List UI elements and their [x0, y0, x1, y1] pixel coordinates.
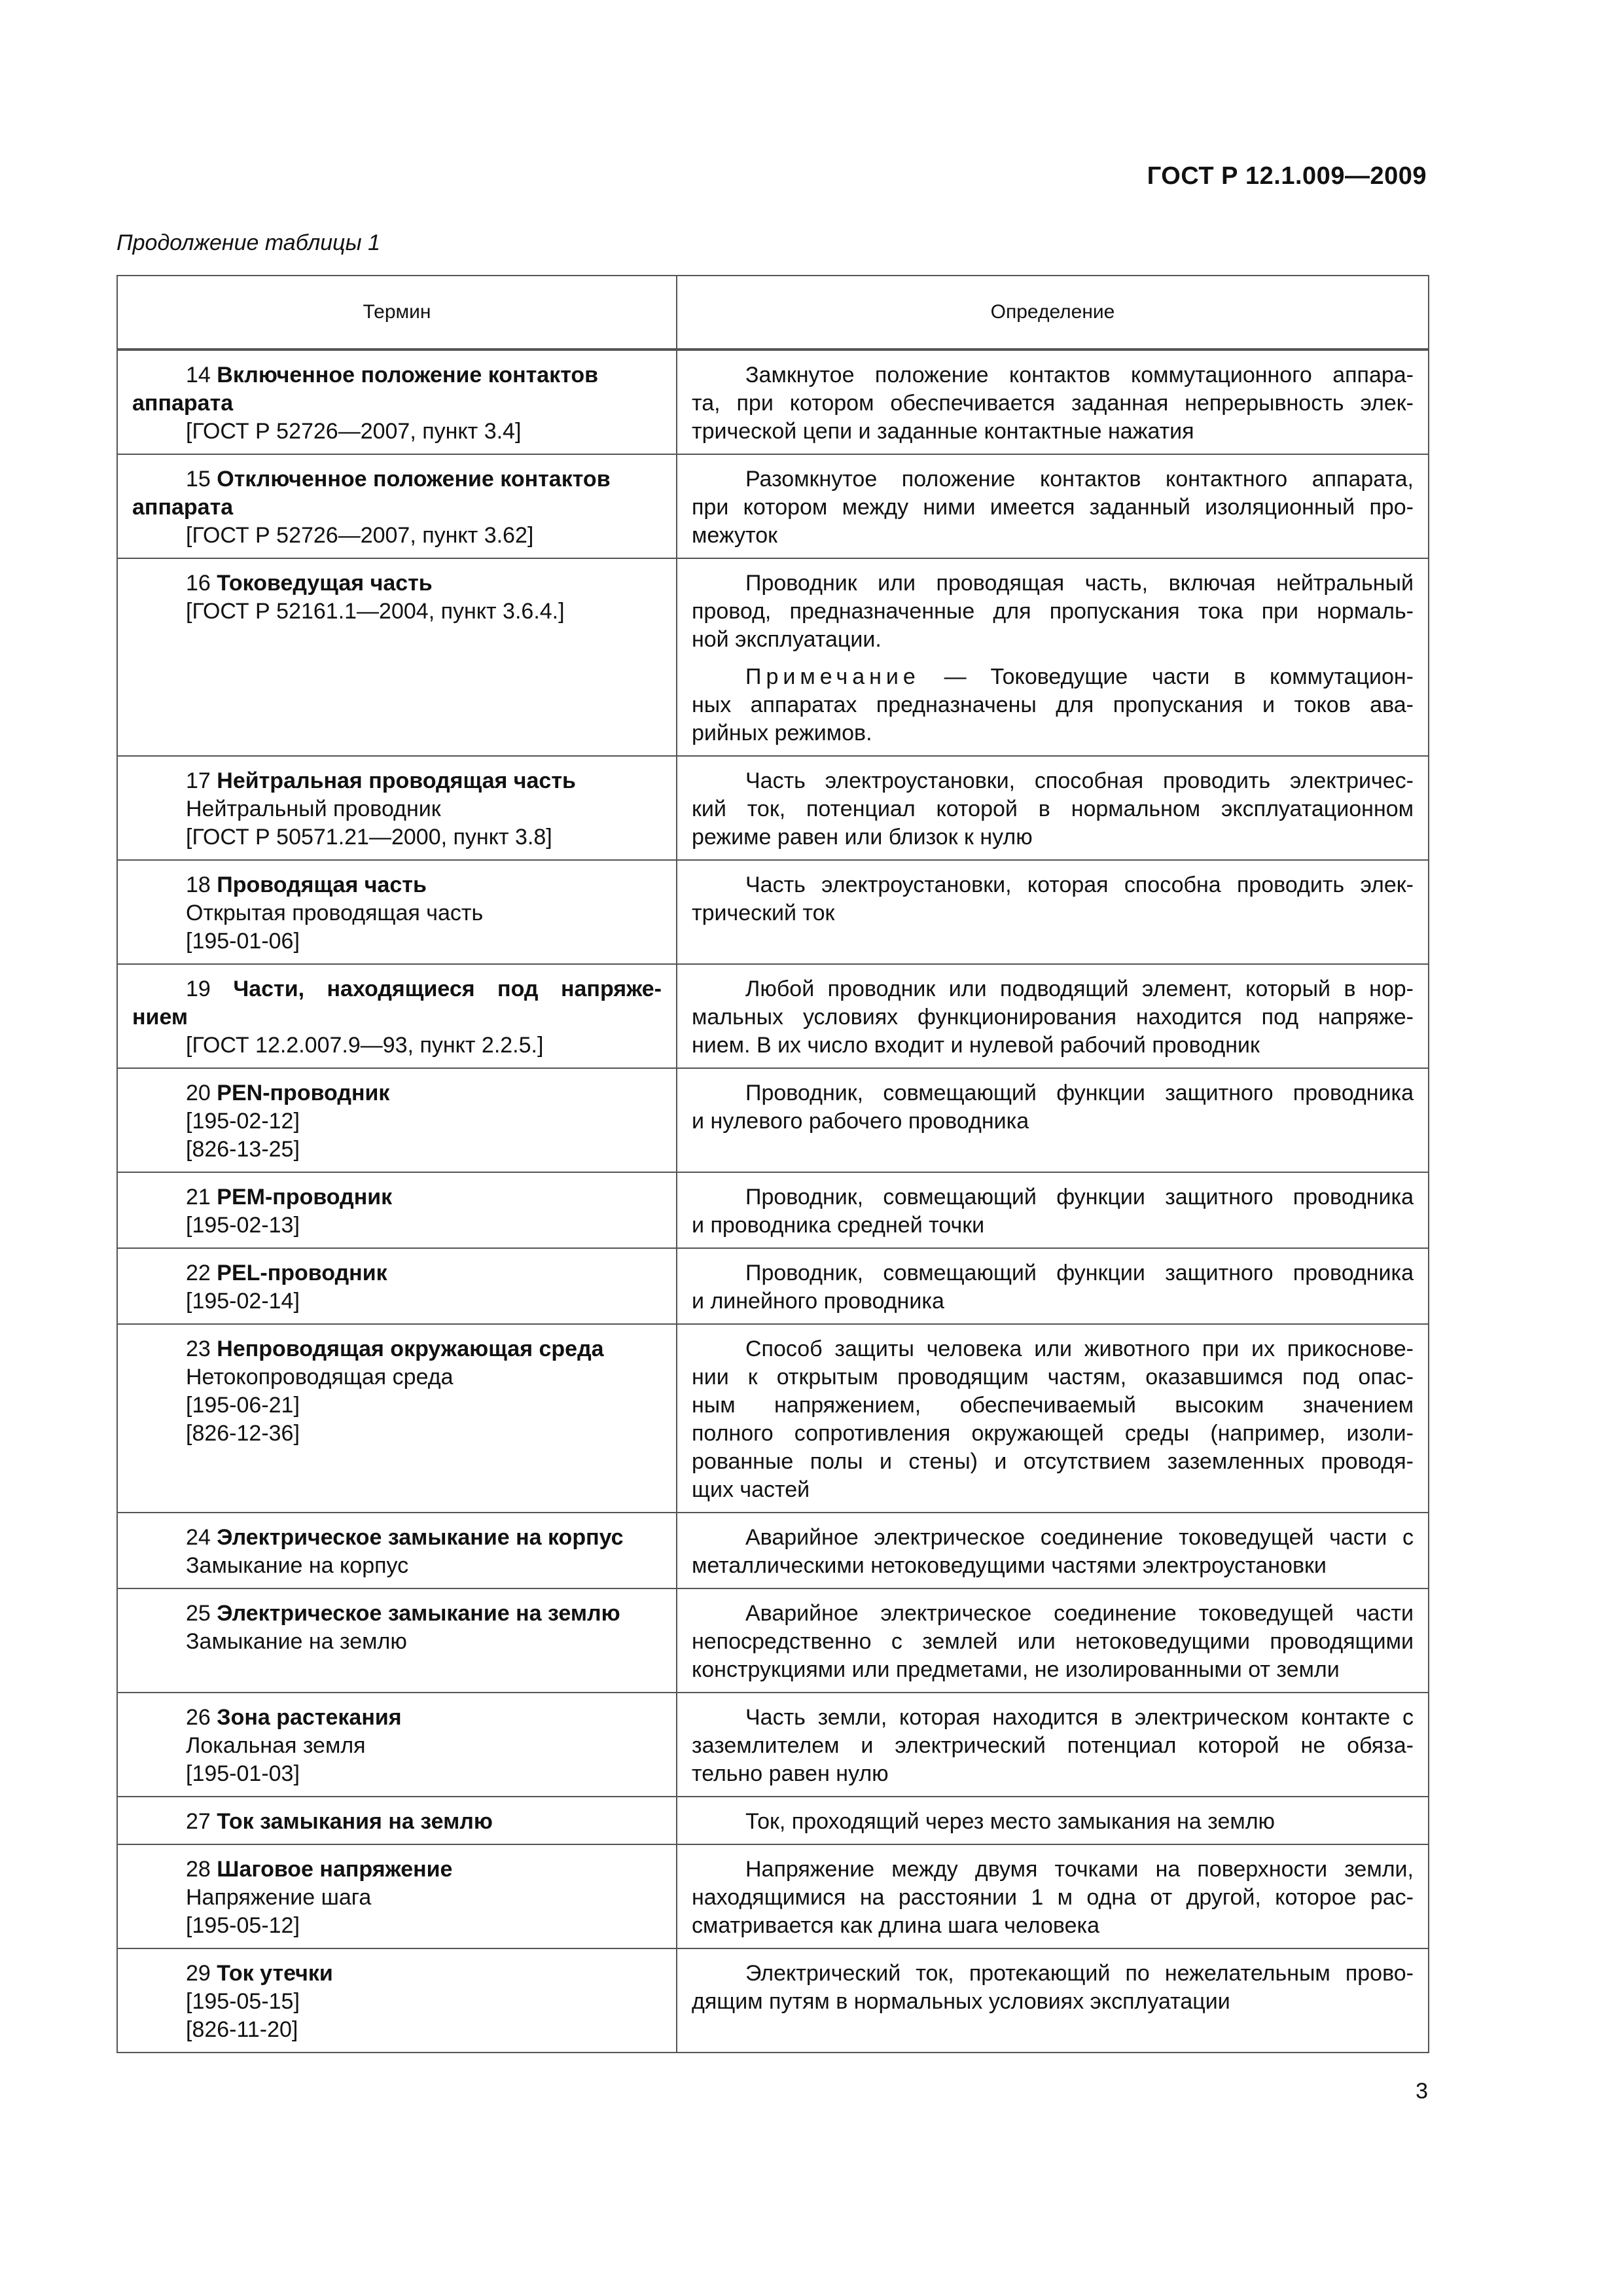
note-text: — Токоведущие части в коммутацион-: [944, 664, 1414, 689]
term-cell: [117, 860, 677, 964]
definition-line: нии к открытым проводящим частям, оказавшимся под опас-: [692, 1365, 1414, 1390]
term-reference: [195-05-15]: [186, 1989, 300, 2014]
term-cell: [117, 1324, 677, 1513]
term-reference: [826-13-25]: [186, 1137, 300, 1162]
term-name: PEL-проводник: [217, 1261, 387, 1285]
definition-cell: [677, 1797, 1429, 1844]
table-row: [117, 1948, 1429, 2053]
definition-line: мальных условиях функционирования находится под напряже-: [692, 1005, 1414, 1030]
term-name: Включенное положение контактов: [217, 363, 599, 387]
term-number: 29: [186, 1961, 211, 1986]
table-header-row: [117, 276, 1429, 350]
definition-cell: [677, 1248, 1429, 1324]
document-standard-number: ГОСТ Р 12.1.009—2009: [1147, 162, 1427, 190]
definition-cell: [677, 1844, 1429, 1948]
term-name: PEN-проводник: [217, 1081, 390, 1105]
term-cell: [117, 756, 677, 860]
definition-line: Любой проводник или подводящий элемент, который в нор-: [745, 977, 1414, 1001]
term-name: Шаговое напряжение: [217, 1857, 453, 1882]
definition-line: Разомкнутое положение контактов контактного аппарата,: [745, 467, 1414, 492]
definition-line: ной эксплуатации.: [692, 627, 882, 652]
note-line: [692, 663, 1414, 691]
term-name: Электрическое замыкание на корпус: [217, 1525, 624, 1550]
term-number: 17: [186, 768, 211, 793]
definition-line: межуток: [692, 523, 778, 548]
term-reference: [195-02-14]: [186, 1289, 300, 1314]
table-row: [117, 558, 1429, 756]
definition-line: нием. В их число входит и нулевой рабочий проводник: [692, 1033, 1260, 1058]
note-line: ных аппаратах предназначены для пропускания и токов ава-: [692, 692, 1414, 717]
term-synonym: Нетокопроводящая среда: [186, 1365, 454, 1390]
term-cell: [117, 1797, 677, 1844]
term-cell: [117, 454, 677, 558]
definition-cell: [677, 350, 1429, 454]
term-line: [132, 493, 662, 522]
definition-line: металлическими нетоковедущими частями электроустановки: [692, 1553, 1327, 1578]
table-row: [117, 1513, 1429, 1588]
term-reference: [195-02-12]: [186, 1109, 300, 1134]
definition-line: Напряжение между двумя точками на поверхности земли,: [745, 1857, 1414, 1882]
term-name: Зона растекания: [217, 1705, 402, 1730]
term-line: [132, 1335, 662, 1363]
definition-line: Аварийное электрическое соединение токоведущей части: [745, 1601, 1414, 1626]
term-line: [132, 1524, 662, 1552]
term-cell: [117, 1248, 677, 1324]
term-name: Проводящая часть: [217, 872, 427, 897]
term-name-continuation: аппарата: [132, 495, 234, 520]
table-row: [117, 1693, 1429, 1797]
definition-line: Электрический ток, протекающий по нежелательным прово-: [745, 1961, 1414, 1986]
term-name-continuation: нием: [132, 1005, 188, 1030]
definition-line: провод, предназначенные для пропускания тока при нормаль-: [692, 599, 1414, 624]
term-reference: [ГОСТ 12.2.007.9—93, пункт 2.2.5.]: [186, 1033, 544, 1058]
definition-line: заземлителем и электрический потенциал которой не обяза-: [692, 1733, 1414, 1758]
table-row: [117, 1797, 1429, 1844]
table-row: [117, 1172, 1429, 1248]
term-number: 14: [186, 363, 211, 387]
term-number: 19: [186, 977, 211, 1001]
term-number: 24: [186, 1525, 211, 1550]
term-reference: [826-11-20]: [186, 2017, 298, 2042]
definition-line: щих частей: [692, 1477, 810, 1502]
definition-line: ным напряжением, обеспечиваемый высоким значением: [692, 1393, 1414, 1418]
table-row: [117, 1588, 1429, 1693]
term-synonym: Локальная земля: [186, 1733, 366, 1758]
term-line: [132, 1259, 662, 1287]
table-row: [117, 1248, 1429, 1324]
table-row: [117, 964, 1429, 1068]
term-number: 28: [186, 1857, 211, 1882]
definition-line: рованные полы и стены) и отсутствием заземленных проводя-: [692, 1449, 1414, 1474]
definition-cell: [677, 1588, 1429, 1693]
definition-line: трический ток: [692, 901, 835, 925]
page-number: 3: [1416, 2079, 1428, 2104]
term-line: [132, 569, 662, 598]
note-line: рийных режимов.: [692, 721, 872, 745]
note-label: Примечание: [745, 664, 920, 689]
term-line: [132, 1960, 662, 1988]
term-cell: [117, 558, 677, 756]
definition-line: Проводник, совмещающий функции защитного проводника: [745, 1185, 1414, 1210]
term-reference: [ГОСТ Р 52726—2007, пункт 3.4]: [186, 419, 522, 444]
definition-line: трической цепи и заданные контактные нажатия: [692, 419, 1194, 444]
term-line: [132, 1079, 662, 1107]
table-continuation-caption: Продолжение таблицы 1: [116, 230, 380, 255]
definition-cell: [677, 1068, 1429, 1172]
term-reference: [ГОСТ Р 50571.21—2000, пункт 3.8]: [186, 825, 552, 850]
term-cell: [117, 1693, 677, 1797]
term-name: Непроводящая окружающая среда: [217, 1336, 604, 1361]
definition-line: Способ защиты человека или животного при их прикоснове-: [745, 1336, 1414, 1361]
definition-cell: [677, 1172, 1429, 1248]
term-reference: [826-12-36]: [186, 1421, 300, 1446]
table-row: [117, 350, 1429, 454]
definition-line: Аварийное электрическое соединение токоведущей части с: [745, 1525, 1414, 1550]
definition-line: Проводник, совмещающий функции защитного проводника: [745, 1081, 1414, 1105]
term-name-continuation: аппарата: [132, 391, 234, 416]
column-header-term: Термин: [117, 276, 677, 350]
term-cell: [117, 1068, 677, 1172]
table-row: [117, 1068, 1429, 1172]
term-name: PEM-проводник: [217, 1185, 393, 1210]
definition-cell: [677, 756, 1429, 860]
term-number: 15: [186, 467, 211, 492]
term-cell: [117, 1844, 677, 1948]
term-line: [132, 1600, 662, 1628]
term-synonym: Напряжение шага: [186, 1885, 372, 1910]
definition-line: Часть электроустановки, которая способна проводить элек-: [745, 872, 1414, 897]
term-name: Электрическое замыкание на землю: [217, 1601, 620, 1626]
table-row: [117, 1324, 1429, 1513]
terms-table: [116, 275, 1429, 2053]
term-cell: [117, 1172, 677, 1248]
definition-line: Часть земли, которая находится в электрическом контакте с: [745, 1705, 1414, 1730]
definition-line: Замкнутое положение контактов коммутационного аппара-: [745, 363, 1414, 387]
term-line: [132, 1704, 662, 1732]
term-reference: [ГОСТ Р 52161.1—2004, пункт 3.6.4.]: [186, 599, 565, 624]
definition-line: кий ток, потенциал которой в нормальном эксплуатационном: [692, 797, 1414, 821]
definition-line: при котором между ними имеется заданный изоляционный про-: [692, 495, 1414, 520]
definition-cell: [677, 1513, 1429, 1588]
definition-line: дящим путям в нормальных условиях эксплуатации: [692, 1989, 1230, 2014]
term-number: 23: [186, 1336, 211, 1361]
definition-line: режиме равен или близок к нулю: [692, 825, 1033, 850]
term-line: [132, 1003, 662, 1031]
term-reference: [195-06-21]: [186, 1393, 300, 1418]
term-cell: [117, 1948, 677, 2053]
term-line: [132, 1183, 662, 1211]
table-row: [117, 1844, 1429, 1948]
term-number: 16: [186, 571, 211, 596]
term-synonym: Нейтральный проводник: [186, 797, 441, 821]
definition-line: и нулевого рабочего проводника: [692, 1109, 1029, 1134]
column-header-definition: Определение: [677, 276, 1429, 350]
term-cell: [117, 350, 677, 454]
term-name: Ток замыкания на землю: [217, 1809, 493, 1834]
term-line: [132, 1856, 662, 1884]
term-synonym: Замыкание на корпус: [186, 1553, 409, 1578]
definition-cell: [677, 1324, 1429, 1513]
term-cell: [117, 1513, 677, 1588]
term-name: Ток утечки: [217, 1961, 333, 1986]
definition-cell: [677, 860, 1429, 964]
definition-line: сматривается как длина шага человека: [692, 1913, 1100, 1938]
term-number: 25: [186, 1601, 211, 1626]
definition-cell: [677, 454, 1429, 558]
definition-line: Проводник, совмещающий функции защитного проводника: [745, 1261, 1414, 1285]
definition-line: и линейного проводника: [692, 1289, 944, 1314]
term-line: [132, 465, 662, 493]
definition-line: находящимися на расстоянии 1 м одна от другой, которое рас-: [692, 1885, 1414, 1910]
term-line: [132, 975, 662, 1003]
term-synonym: Открытая проводящая часть: [186, 901, 484, 925]
term-number: 20: [186, 1081, 211, 1105]
definition-line: та, при котором обеспечивается заданная непрерывность элек-: [692, 391, 1414, 416]
term-reference: [ГОСТ Р 52726—2007, пункт 3.62]: [186, 523, 534, 548]
term-line: [132, 389, 662, 418]
definition-line: Часть электроустановки, способная проводить электричес-: [745, 768, 1414, 793]
term-number: 22: [186, 1261, 211, 1285]
term-reference: [195-01-03]: [186, 1761, 300, 1786]
definition-cell: [677, 558, 1429, 756]
term-name: Части, находящиеся под напряже-: [233, 977, 662, 1001]
definition-cell: [677, 964, 1429, 1068]
definition-line: полного сопротивления окружающей среды (например, изоли-: [692, 1421, 1414, 1446]
definition-cell: [677, 1693, 1429, 1797]
term-line: [132, 871, 662, 899]
term-line: [132, 361, 662, 389]
term-name: Токоведущая часть: [217, 571, 433, 596]
definition-line: непосредственно с землей или нетоковедущими проводящими: [692, 1629, 1414, 1654]
term-reference: [195-01-06]: [186, 929, 300, 954]
term-number: 21: [186, 1185, 211, 1210]
definition-line: Проводник или проводящая часть, включая нейтральный: [745, 571, 1414, 596]
term-number: 27: [186, 1809, 211, 1834]
definition-line: тельно равен нулю: [692, 1761, 889, 1786]
table-row: [117, 454, 1429, 558]
table-row: [117, 756, 1429, 860]
term-cell: [117, 964, 677, 1068]
term-number: 26: [186, 1705, 211, 1730]
definition-line: Ток, проходящий через место замыкания на землю: [745, 1809, 1275, 1834]
term-cell: [117, 1588, 677, 1693]
definition-line: и проводника средней точки: [692, 1213, 985, 1238]
definition-line: конструкциями или предметами, не изолированными от земли: [692, 1657, 1340, 1682]
term-line: [132, 1808, 662, 1836]
term-name: Отключенное положение контактов: [217, 467, 611, 492]
term-line: [132, 767, 662, 795]
term-name: Нейтральная проводящая часть: [217, 768, 576, 793]
table-row: [117, 860, 1429, 964]
definition-cell: [677, 1948, 1429, 2053]
term-reference: [195-02-13]: [186, 1213, 300, 1238]
term-synonym: Замыкание на землю: [186, 1629, 407, 1654]
term-number: 18: [186, 872, 211, 897]
term-reference: [195-05-12]: [186, 1913, 300, 1938]
